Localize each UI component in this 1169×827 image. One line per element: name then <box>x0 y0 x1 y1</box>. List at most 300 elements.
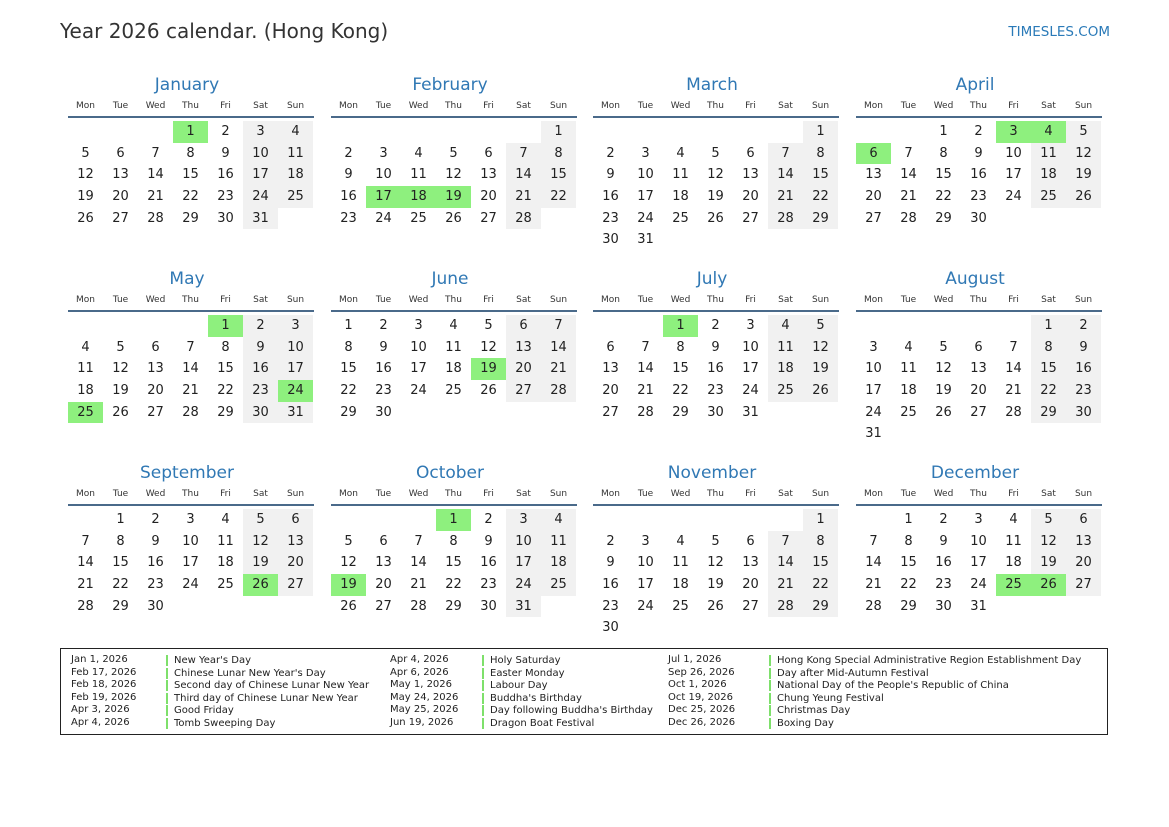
day-cell[interactable]: 11 <box>217 533 234 549</box>
day-cell[interactable]: 2 <box>484 512 493 527</box>
day-cell[interactable]: 16 <box>375 361 392 377</box>
day-cell[interactable]: 21 <box>900 189 917 205</box>
day-cell[interactable]: 29 <box>112 598 129 614</box>
day-cell[interactable]: 20 <box>480 189 497 205</box>
day-cell[interactable]: 2 <box>151 512 160 527</box>
day-cell[interactable]: 22 <box>217 383 234 399</box>
day-cell[interactable]: 6 <box>746 145 755 161</box>
day-cell[interactable]: 29 <box>900 598 917 614</box>
day-cell[interactable]: 15 <box>1031 358 1066 380</box>
day-cell[interactable]: 26 <box>935 404 952 420</box>
day-cell[interactable]: 15 <box>803 552 838 574</box>
day-cell[interactable]: 25 <box>217 577 234 593</box>
day-cell[interactable]: 9 <box>221 145 230 161</box>
day-cell[interactable]: 13 <box>1066 531 1101 553</box>
day-cell[interactable]: 8 <box>1031 337 1066 359</box>
day-cell[interactable]: 1 <box>116 512 125 527</box>
day-cell[interactable]: 13 <box>480 167 497 183</box>
day-cell[interactable]: 19 <box>1031 552 1066 574</box>
day-cell[interactable]: 30 <box>480 598 497 614</box>
day-cell[interactable]: 2 <box>1066 315 1101 337</box>
day-cell[interactable]: 22 <box>900 577 917 593</box>
day-cell[interactable]: 20 <box>742 189 759 205</box>
day-cell[interactable]: 14 <box>768 164 803 186</box>
day-cell[interactable]: 7 <box>641 339 650 355</box>
holiday-day-cell[interactable]: 18 <box>401 186 436 208</box>
holiday-day-cell[interactable]: 4 <box>1031 121 1066 143</box>
day-cell[interactable]: 29 <box>445 598 462 614</box>
day-cell[interactable]: 21 <box>1005 383 1022 399</box>
day-cell[interactable]: 26 <box>803 380 838 402</box>
day-cell[interactable]: 5 <box>1031 509 1066 531</box>
day-cell[interactable]: 17 <box>243 164 278 186</box>
day-cell[interactable]: 30 <box>707 404 724 420</box>
day-cell[interactable]: 27 <box>375 598 392 614</box>
day-cell[interactable]: 5 <box>449 145 458 161</box>
day-cell[interactable]: 12 <box>707 555 724 571</box>
day-cell[interactable]: 5 <box>803 315 838 337</box>
day-cell[interactable]: 27 <box>278 574 313 596</box>
day-cell[interactable]: 17 <box>506 552 541 574</box>
day-cell[interactable]: 11 <box>768 337 803 359</box>
day-cell[interactable]: 4 <box>221 512 230 527</box>
day-cell[interactable]: 19 <box>707 577 724 593</box>
day-cell[interactable]: 9 <box>1066 337 1101 359</box>
day-cell[interactable]: 5 <box>116 339 125 355</box>
day-cell[interactable]: 11 <box>77 361 94 377</box>
day-cell[interactable]: 23 <box>602 598 619 614</box>
day-cell[interactable]: 17 <box>637 189 654 205</box>
day-cell[interactable]: 4 <box>81 339 90 355</box>
day-cell[interactable]: 26 <box>707 598 724 614</box>
day-cell[interactable]: 5 <box>243 509 278 531</box>
day-cell[interactable]: 24 <box>506 574 541 596</box>
day-cell[interactable]: 24 <box>637 598 654 614</box>
day-cell[interactable]: 27 <box>112 210 129 226</box>
day-cell[interactable]: 28 <box>410 598 427 614</box>
day-cell[interactable]: 13 <box>742 555 759 571</box>
day-cell[interactable]: 19 <box>77 189 94 205</box>
day-cell[interactable]: 14 <box>147 167 164 183</box>
day-cell[interactable]: 17 <box>742 361 759 377</box>
day-cell[interactable]: 21 <box>410 577 427 593</box>
day-cell[interactable]: 5 <box>81 145 90 161</box>
day-cell[interactable]: 22 <box>803 186 838 208</box>
day-cell[interactable]: 24 <box>742 383 759 399</box>
day-cell[interactable]: 21 <box>865 577 882 593</box>
day-cell[interactable]: 6 <box>379 533 388 549</box>
day-cell[interactable]: 13 <box>742 167 759 183</box>
day-cell[interactable]: 15 <box>182 167 199 183</box>
day-cell[interactable]: 22 <box>340 383 357 399</box>
day-cell[interactable]: 17 <box>970 555 987 571</box>
holiday-day-cell[interactable]: 1 <box>663 315 698 337</box>
day-cell[interactable]: 16 <box>243 358 278 380</box>
day-cell[interactable]: 22 <box>803 574 838 596</box>
day-cell[interactable]: 26 <box>112 404 129 420</box>
day-cell[interactable]: 12 <box>935 361 952 377</box>
day-cell[interactable]: 6 <box>1066 509 1101 531</box>
day-cell[interactable]: 7 <box>1009 339 1018 355</box>
day-cell[interactable]: 27 <box>742 210 759 226</box>
day-cell[interactable]: 25 <box>1031 186 1066 208</box>
day-cell[interactable]: 25 <box>410 210 427 226</box>
day-cell[interactable]: 11 <box>1031 143 1066 165</box>
day-cell[interactable]: 31 <box>742 404 759 420</box>
day-cell[interactable]: 28 <box>768 596 803 618</box>
day-cell[interactable]: 14 <box>77 555 94 571</box>
day-cell[interactable]: 7 <box>541 315 576 337</box>
day-cell[interactable]: 10 <box>865 361 882 377</box>
day-cell[interactable]: 4 <box>541 509 576 531</box>
day-cell[interactable]: 6 <box>151 339 160 355</box>
day-cell[interactable]: 4 <box>278 121 313 143</box>
day-cell[interactable]: 14 <box>410 555 427 571</box>
day-cell[interactable]: 9 <box>711 339 720 355</box>
day-cell[interactable]: 14 <box>900 167 917 183</box>
day-cell[interactable]: 6 <box>484 145 493 161</box>
day-cell[interactable]: 8 <box>541 143 576 165</box>
day-cell[interactable]: 3 <box>641 145 650 161</box>
day-cell[interactable]: 15 <box>935 167 952 183</box>
day-cell[interactable]: 7 <box>81 533 90 549</box>
day-cell[interactable]: 28 <box>865 598 882 614</box>
day-cell[interactable]: 6 <box>746 533 755 549</box>
day-cell[interactable]: 4 <box>676 533 685 549</box>
holiday-day-cell[interactable]: 25 <box>68 402 103 424</box>
day-cell[interactable]: 7 <box>768 143 803 165</box>
day-cell[interactable]: 5 <box>939 339 948 355</box>
day-cell[interactable]: 31 <box>243 208 278 230</box>
day-cell[interactable]: 18 <box>672 577 689 593</box>
day-cell[interactable]: 6 <box>506 315 541 337</box>
day-cell[interactable]: 21 <box>541 358 576 380</box>
day-cell[interactable]: 29 <box>935 210 952 226</box>
day-cell[interactable]: 10 <box>506 531 541 553</box>
day-cell[interactable]: 16 <box>602 577 619 593</box>
day-cell[interactable]: 13 <box>375 555 392 571</box>
day-cell[interactable]: 28 <box>637 404 654 420</box>
day-cell[interactable]: 24 <box>243 186 278 208</box>
day-cell[interactable]: 15 <box>672 361 689 377</box>
day-cell[interactable]: 28 <box>541 380 576 402</box>
day-cell[interactable]: 8 <box>803 531 838 553</box>
day-cell[interactable]: 18 <box>1005 555 1022 571</box>
day-cell[interactable]: 23 <box>147 577 164 593</box>
day-cell[interactable]: 1 <box>344 318 353 333</box>
day-cell[interactable]: 16 <box>340 189 357 205</box>
day-cell[interactable]: 28 <box>768 208 803 230</box>
day-cell[interactable]: 27 <box>147 404 164 420</box>
day-cell[interactable]: 15 <box>445 555 462 571</box>
day-cell[interactable]: 3 <box>974 512 983 527</box>
day-cell[interactable]: 4 <box>904 339 913 355</box>
day-cell[interactable]: 30 <box>970 210 987 226</box>
day-cell[interactable]: 1 <box>939 124 948 139</box>
day-cell[interactable]: 9 <box>974 145 983 161</box>
day-cell[interactable]: 4 <box>1009 512 1018 527</box>
day-cell[interactable]: 23 <box>707 383 724 399</box>
day-cell[interactable]: 13 <box>112 167 129 183</box>
day-cell[interactable]: 22 <box>445 577 462 593</box>
day-cell[interactable]: 18 <box>672 189 689 205</box>
day-cell[interactable]: 26 <box>77 210 94 226</box>
day-cell[interactable]: 25 <box>900 404 917 420</box>
day-cell[interactable]: 11 <box>410 167 427 183</box>
day-cell[interactable]: 11 <box>1005 533 1022 549</box>
day-cell[interactable]: 5 <box>711 533 720 549</box>
day-cell[interactable]: 20 <box>602 383 619 399</box>
day-cell[interactable]: 3 <box>641 533 650 549</box>
day-cell[interactable]: 4 <box>449 318 458 333</box>
day-cell[interactable]: 16 <box>970 167 987 183</box>
day-cell[interactable]: 7 <box>869 533 878 549</box>
holiday-day-cell[interactable]: 19 <box>331 574 366 596</box>
day-cell[interactable]: 5 <box>344 533 353 549</box>
day-cell[interactable]: 1 <box>803 509 838 531</box>
day-cell[interactable]: 31 <box>637 232 654 248</box>
day-cell[interactable]: 6 <box>606 339 615 355</box>
day-cell[interactable]: 27 <box>602 404 619 420</box>
day-cell[interactable]: 23 <box>375 383 392 399</box>
holiday-day-cell[interactable]: 17 <box>366 186 401 208</box>
day-cell[interactable]: 16 <box>480 555 497 571</box>
day-cell[interactable]: 20 <box>865 189 882 205</box>
day-cell[interactable]: 14 <box>768 552 803 574</box>
day-cell[interactable]: 17 <box>278 358 313 380</box>
day-cell[interactable]: 3 <box>506 509 541 531</box>
day-cell[interactable]: 23 <box>970 189 987 205</box>
day-cell[interactable]: 16 <box>217 167 234 183</box>
day-cell[interactable]: 21 <box>506 186 541 208</box>
day-cell[interactable]: 27 <box>970 404 987 420</box>
day-cell[interactable]: 18 <box>217 555 234 571</box>
day-cell[interactable]: 26 <box>340 598 357 614</box>
day-cell[interactable]: 22 <box>112 577 129 593</box>
day-cell[interactable]: 21 <box>182 383 199 399</box>
day-cell[interactable]: 29 <box>672 404 689 420</box>
day-cell[interactable]: 9 <box>939 533 948 549</box>
day-cell[interactable]: 29 <box>1031 402 1066 424</box>
day-cell[interactable]: 4 <box>414 145 423 161</box>
day-cell[interactable]: 8 <box>676 339 685 355</box>
day-cell[interactable]: 24 <box>637 210 654 226</box>
day-cell[interactable]: 7 <box>186 339 195 355</box>
day-cell[interactable]: 25 <box>445 383 462 399</box>
holiday-day-cell[interactable]: 19 <box>471 358 506 380</box>
day-cell[interactable]: 21 <box>768 574 803 596</box>
day-cell[interactable]: 1 <box>904 512 913 527</box>
day-cell[interactable]: 1 <box>541 121 576 143</box>
day-cell[interactable]: 24 <box>970 577 987 593</box>
day-cell[interactable]: 29 <box>803 596 838 618</box>
day-cell[interactable]: 18 <box>77 383 94 399</box>
day-cell[interactable]: 20 <box>506 358 541 380</box>
day-cell[interactable]: 24 <box>410 383 427 399</box>
day-cell[interactable]: 30 <box>147 598 164 614</box>
day-cell[interactable]: 31 <box>278 402 313 424</box>
day-cell[interactable]: 29 <box>340 404 357 420</box>
day-cell[interactable]: 16 <box>935 555 952 571</box>
day-cell[interactable]: 10 <box>742 339 759 355</box>
day-cell[interactable]: 23 <box>1066 380 1101 402</box>
day-cell[interactable]: 3 <box>379 145 388 161</box>
day-cell[interactable]: 23 <box>935 577 952 593</box>
day-cell[interactable]: 15 <box>340 361 357 377</box>
day-cell[interactable]: 27 <box>1066 574 1101 596</box>
day-cell[interactable]: 25 <box>768 380 803 402</box>
day-cell[interactable]: 20 <box>147 383 164 399</box>
day-cell[interactable]: 10 <box>1005 145 1022 161</box>
day-cell[interactable]: 12 <box>445 167 462 183</box>
day-cell[interactable]: 10 <box>410 339 427 355</box>
day-cell[interactable]: 15 <box>217 361 234 377</box>
day-cell[interactable]: 3 <box>278 315 313 337</box>
day-cell[interactable]: 28 <box>900 210 917 226</box>
holiday-day-cell[interactable]: 26 <box>1031 574 1066 596</box>
day-cell[interactable]: 19 <box>1066 164 1101 186</box>
day-cell[interactable]: 8 <box>186 145 195 161</box>
day-cell[interactable]: 3 <box>869 339 878 355</box>
day-cell[interactable]: 7 <box>506 143 541 165</box>
day-cell[interactable]: 22 <box>1031 380 1066 402</box>
day-cell[interactable]: 26 <box>707 210 724 226</box>
day-cell[interactable]: 9 <box>344 167 353 183</box>
day-cell[interactable]: 13 <box>506 337 541 359</box>
day-cell[interactable]: 30 <box>243 402 278 424</box>
holiday-day-cell[interactable]: 1 <box>208 315 243 337</box>
holiday-day-cell[interactable]: 3 <box>996 121 1031 143</box>
day-cell[interactable]: 22 <box>541 186 576 208</box>
day-cell[interactable]: 22 <box>672 383 689 399</box>
day-cell[interactable]: 16 <box>1066 358 1101 380</box>
day-cell[interactable]: 14 <box>865 555 882 571</box>
day-cell[interactable]: 10 <box>243 143 278 165</box>
day-cell[interactable]: 19 <box>243 552 278 574</box>
day-cell[interactable]: 24 <box>182 577 199 593</box>
day-cell[interactable]: 4 <box>768 315 803 337</box>
day-cell[interactable]: 24 <box>865 404 882 420</box>
day-cell[interactable]: 12 <box>803 337 838 359</box>
day-cell[interactable]: 3 <box>186 512 195 527</box>
day-cell[interactable]: 16 <box>707 361 724 377</box>
day-cell[interactable]: 12 <box>112 361 129 377</box>
day-cell[interactable]: 24 <box>1005 189 1022 205</box>
day-cell[interactable]: 23 <box>243 380 278 402</box>
day-cell[interactable]: 15 <box>900 555 917 571</box>
day-cell[interactable]: 13 <box>602 361 619 377</box>
day-cell[interactable]: 19 <box>935 383 952 399</box>
day-cell[interactable]: 30 <box>217 210 234 226</box>
day-cell[interactable]: 21 <box>637 383 654 399</box>
day-cell[interactable]: 3 <box>746 318 755 333</box>
day-cell[interactable]: 12 <box>480 339 497 355</box>
day-cell[interactable]: 2 <box>344 145 353 161</box>
day-cell[interactable]: 18 <box>900 383 917 399</box>
day-cell[interactable]: 14 <box>506 164 541 186</box>
day-cell[interactable]: 9 <box>243 337 278 359</box>
day-cell[interactable]: 23 <box>217 189 234 205</box>
holiday-day-cell[interactable]: 25 <box>996 574 1031 596</box>
day-cell[interactable]: 28 <box>1005 404 1022 420</box>
day-cell[interactable]: 29 <box>217 404 234 420</box>
day-cell[interactable]: 31 <box>970 598 987 614</box>
day-cell[interactable]: 10 <box>637 555 654 571</box>
day-cell[interactable]: 31 <box>865 426 882 442</box>
day-cell[interactable]: 28 <box>182 404 199 420</box>
day-cell[interactable]: 16 <box>602 189 619 205</box>
day-cell[interactable]: 3 <box>414 318 423 333</box>
day-cell[interactable]: 2 <box>606 533 615 549</box>
day-cell[interactable]: 4 <box>676 145 685 161</box>
day-cell[interactable]: 10 <box>278 337 313 359</box>
day-cell[interactable]: 2 <box>379 318 388 333</box>
day-cell[interactable]: 9 <box>484 533 493 549</box>
day-cell[interactable]: 8 <box>803 143 838 165</box>
day-cell[interactable]: 14 <box>182 361 199 377</box>
holiday-day-cell[interactable]: 1 <box>173 121 208 143</box>
day-cell[interactable]: 24 <box>375 210 392 226</box>
day-cell[interactable]: 28 <box>506 208 541 230</box>
day-cell[interactable]: 7 <box>414 533 423 549</box>
day-cell[interactable]: 11 <box>900 361 917 377</box>
day-cell[interactable]: 12 <box>707 167 724 183</box>
day-cell[interactable]: 11 <box>278 143 313 165</box>
day-cell[interactable]: 26 <box>480 383 497 399</box>
day-cell[interactable]: 11 <box>672 555 689 571</box>
day-cell[interactable]: 9 <box>151 533 160 549</box>
day-cell[interactable]: 15 <box>112 555 129 571</box>
day-cell[interactable]: 28 <box>77 598 94 614</box>
day-cell[interactable]: 5 <box>484 318 493 333</box>
day-cell[interactable]: 7 <box>151 145 160 161</box>
day-cell[interactable]: 17 <box>410 361 427 377</box>
day-cell[interactable]: 9 <box>606 555 615 571</box>
day-cell[interactable]: 18 <box>541 552 576 574</box>
day-cell[interactable]: 11 <box>445 339 462 355</box>
day-cell[interactable]: 2 <box>974 124 983 139</box>
day-cell[interactable]: 8 <box>221 339 230 355</box>
day-cell[interactable]: 8 <box>344 339 353 355</box>
day-cell[interactable]: 25 <box>278 186 313 208</box>
day-cell[interactable]: 12 <box>1066 143 1101 165</box>
day-cell[interactable]: 22 <box>935 189 952 205</box>
day-cell[interactable]: 27 <box>506 380 541 402</box>
day-cell[interactable]: 29 <box>803 208 838 230</box>
day-cell[interactable]: 3 <box>243 121 278 143</box>
day-cell[interactable]: 30 <box>375 404 392 420</box>
day-cell[interactable]: 23 <box>480 577 497 593</box>
day-cell[interactable]: 13 <box>278 531 313 553</box>
day-cell[interactable]: 27 <box>742 598 759 614</box>
day-cell[interactable]: 8 <box>449 533 458 549</box>
day-cell[interactable]: 20 <box>112 189 129 205</box>
holiday-day-cell[interactable]: 26 <box>243 574 278 596</box>
day-cell[interactable]: 10 <box>637 167 654 183</box>
day-cell[interactable]: 10 <box>182 533 199 549</box>
day-cell[interactable]: 7 <box>904 145 913 161</box>
day-cell[interactable]: 6 <box>116 145 125 161</box>
day-cell[interactable]: 18 <box>1031 164 1066 186</box>
day-cell[interactable]: 26 <box>445 210 462 226</box>
brand-link[interactable]: TIMESLES.COM <box>1008 24 1110 40</box>
day-cell[interactable]: 6 <box>974 339 983 355</box>
day-cell[interactable]: 8 <box>116 533 125 549</box>
day-cell[interactable]: 20 <box>1066 552 1101 574</box>
day-cell[interactable]: 26 <box>1066 186 1101 208</box>
day-cell[interactable]: 14 <box>541 337 576 359</box>
day-cell[interactable]: 15 <box>803 164 838 186</box>
